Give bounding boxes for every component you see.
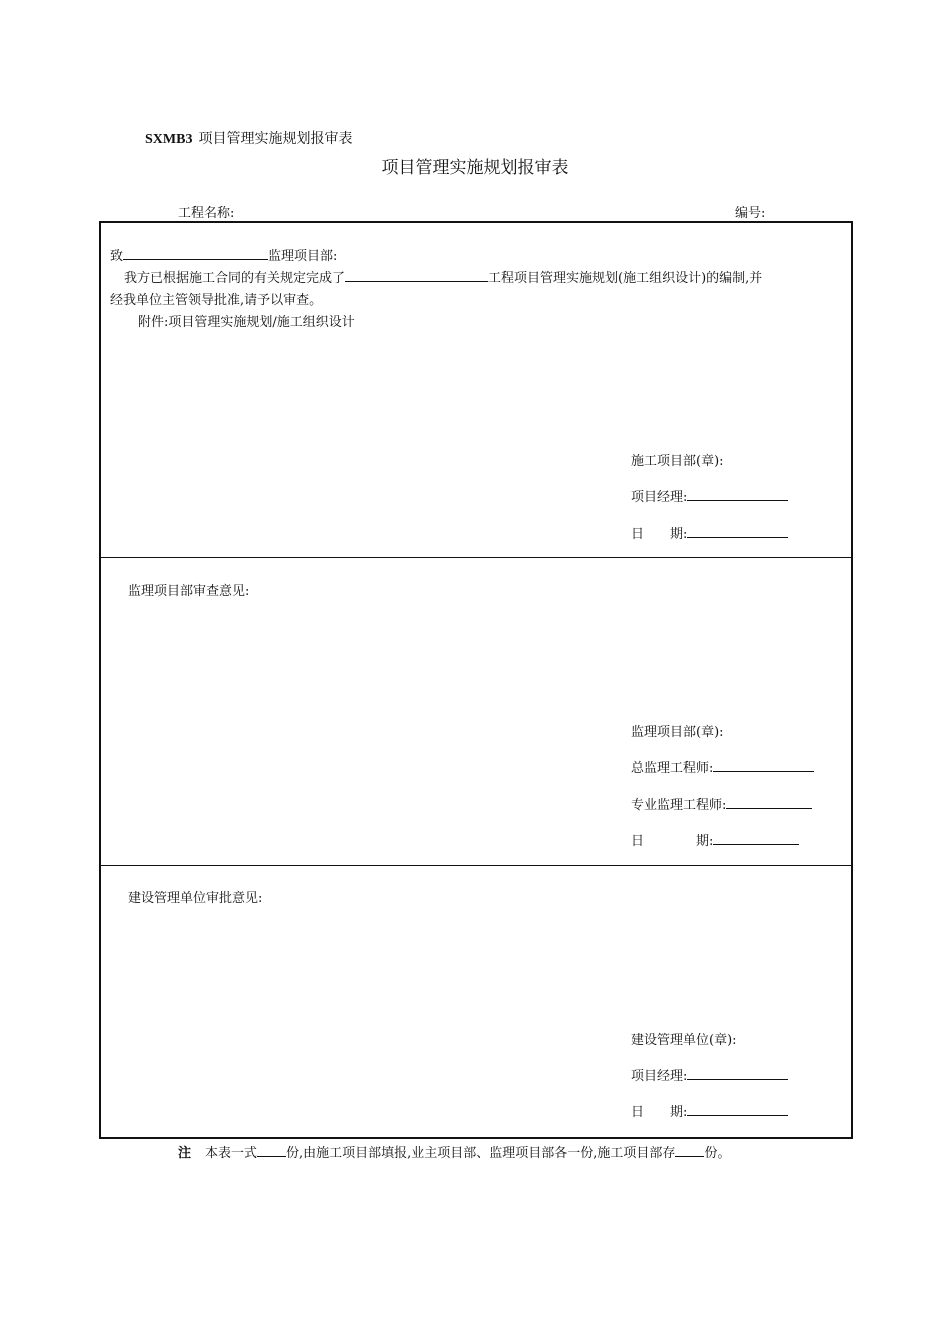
contractor-date-blank[interactable] bbox=[687, 524, 788, 538]
submission-body-line2: 经我单位主管领导批准,请予以审查。 bbox=[110, 293, 323, 308]
review-form-table bbox=[99, 221, 853, 1139]
supervision-date-line bbox=[631, 830, 799, 849]
page-title: 项目管理实施规划报审表 bbox=[381, 158, 569, 178]
specialist-engineer-line bbox=[631, 794, 812, 813]
form-code: SXMB3 bbox=[145, 132, 193, 147]
serial-number-label: 编号: bbox=[735, 206, 766, 221]
owner-seal-label: 建设管理单位(章): bbox=[631, 1033, 737, 1048]
chief-engineer-blank[interactable] bbox=[713, 758, 814, 772]
section-divider-1 bbox=[101, 557, 851, 558]
addressee-suffix: 监理项目部: bbox=[268, 249, 338, 264]
specialist-engineer-label: 专业监理工程师: bbox=[631, 798, 727, 813]
contractor-manager-line bbox=[631, 486, 788, 505]
addressee-blank[interactable] bbox=[123, 246, 268, 260]
specialist-engineer-blank[interactable] bbox=[726, 795, 812, 809]
contractor-manager-blank[interactable] bbox=[687, 487, 788, 501]
contractor-date-line bbox=[631, 523, 788, 542]
project-name-label: 工程名称: bbox=[178, 206, 235, 221]
chief-engineer-line bbox=[631, 757, 814, 776]
owner-date-blank[interactable] bbox=[687, 1102, 788, 1116]
addressee-line bbox=[110, 245, 337, 264]
contractor-date-label: 日 期: bbox=[631, 527, 688, 542]
owner-manager-blank[interactable] bbox=[687, 1066, 788, 1080]
owner-manager-line bbox=[631, 1065, 788, 1084]
note-text-part3: 份。 bbox=[704, 1146, 731, 1161]
addressee-prefix: 致 bbox=[110, 249, 124, 264]
attachment-line: 附件:项目管理实施规划/施工组织设计 bbox=[138, 315, 355, 330]
owner-manager-label: 项目经理: bbox=[631, 1069, 688, 1084]
submission-text-part1: 我方已根据施工合同的有关规定完成了 bbox=[124, 271, 346, 286]
project-name-blank[interactable] bbox=[345, 268, 488, 282]
owner-approval-heading: 建设管理单位审批意见: bbox=[128, 891, 263, 906]
owner-date-label: 日 期: bbox=[631, 1105, 688, 1120]
footer-note bbox=[178, 1142, 730, 1161]
submission-body-line1 bbox=[124, 267, 762, 286]
contractor-manager-label: 项目经理: bbox=[631, 490, 688, 505]
note-text-part1: 本表一式 bbox=[205, 1146, 258, 1161]
supervision-review-heading: 监理项目部审查意见: bbox=[128, 584, 250, 599]
submission-text-part2: 工程项目管理实施规划(施工组织设计)的编制,并 bbox=[488, 271, 763, 286]
supervision-date-blank[interactable] bbox=[713, 831, 799, 845]
supervision-date-label: 日 期: bbox=[631, 834, 714, 849]
copies-blank[interactable] bbox=[257, 1143, 286, 1157]
contractor-seal-label: 施工项目部(章): bbox=[631, 454, 724, 469]
note-text-part2: 份,由施工项目部填报,业主项目部、监理项目部各一份,施工项目部存 bbox=[286, 1146, 676, 1161]
section-divider-2 bbox=[101, 865, 851, 866]
form-code-title: 项目管理实施规划报审表 bbox=[198, 131, 353, 147]
owner-date-line bbox=[631, 1101, 788, 1120]
supervision-seal-label: 监理项目部(章): bbox=[631, 725, 724, 740]
copies-kept-blank[interactable] bbox=[675, 1143, 704, 1157]
form-code-line bbox=[145, 128, 352, 148]
chief-engineer-label: 总监理工程师: bbox=[631, 761, 714, 776]
note-label: 注 bbox=[178, 1146, 192, 1161]
